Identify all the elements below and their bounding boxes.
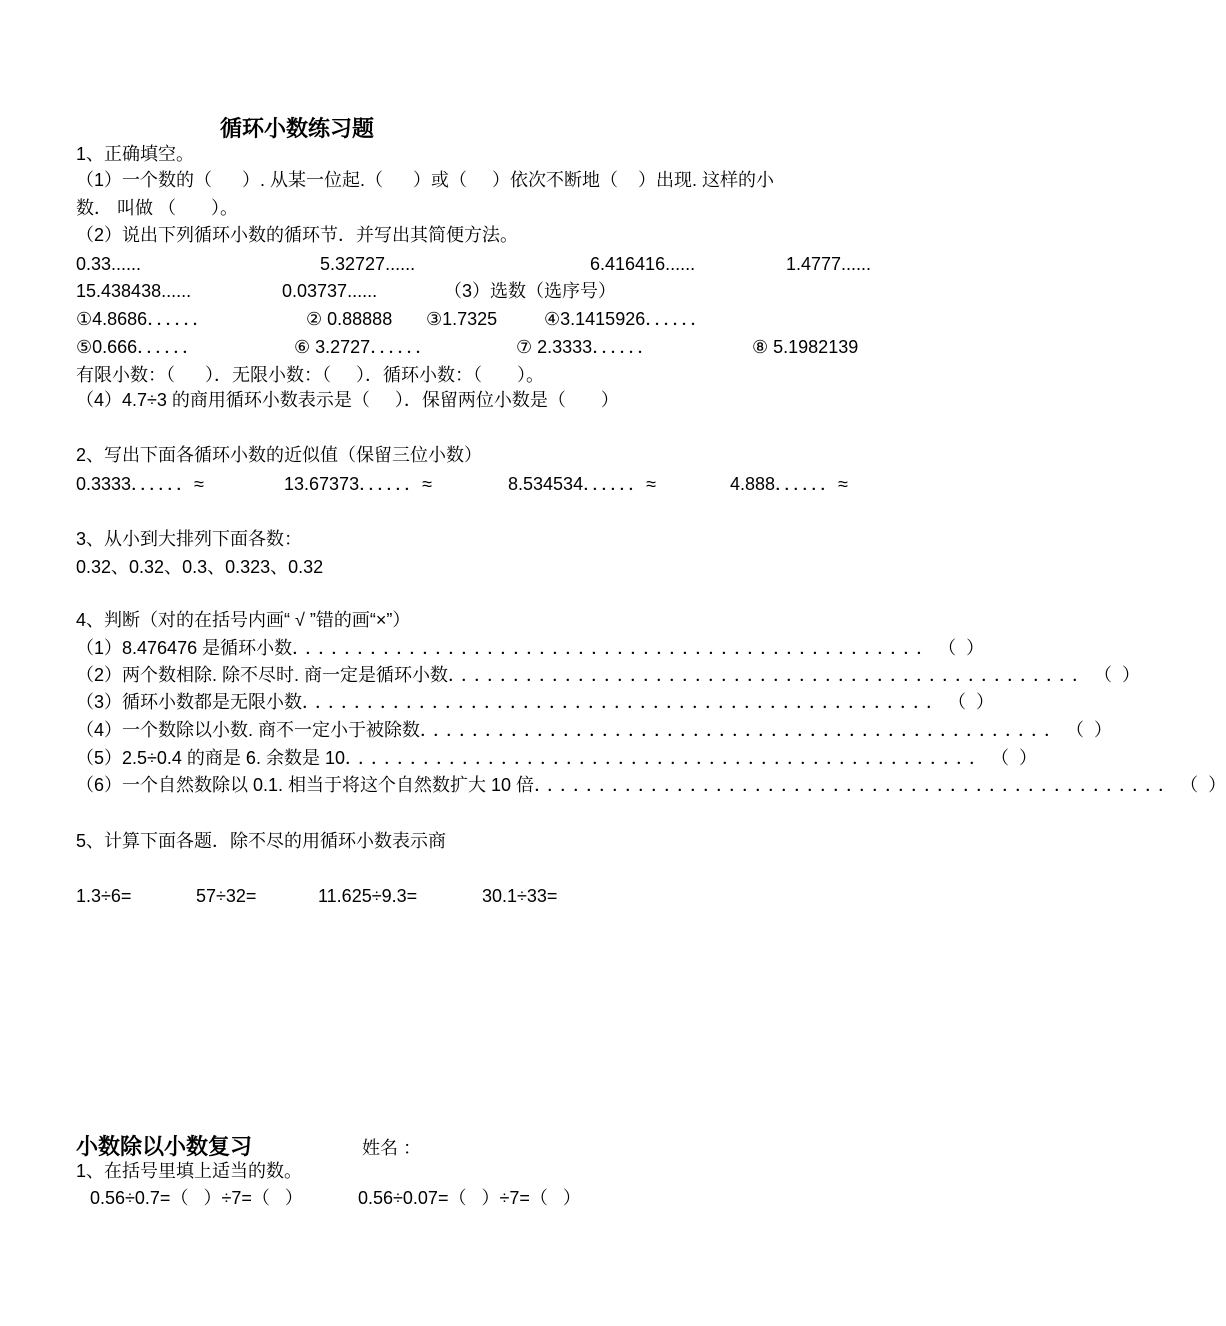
judge-item: （2）两个数相除. 除不尽时. 商一定是循环小数 ．．．．．．．．．．．．．．．．．．．．．．．．．．．．．．．．．．．．．．．．．．．．．．．．． （ ） — [76, 665, 1141, 685]
decimal-item: 1.4777...... — [786, 254, 872, 274]
approx-item: 8.534534．．．．．．≈ — [508, 474, 656, 494]
judge-item: （5）2.5÷0.4 的商是 6. 余数是 10 ．．．．．．．．．．．．．．．．．．．．．．．．．．．．．．．．．．．．．．．．．．．．．．．．． （ ） — [76, 748, 1037, 768]
choice-item: ⑧ 5.1982139 — [752, 337, 859, 357]
answer-parens[interactable]: （ ） — [948, 692, 995, 712]
choice-item: ④3.1415926．．．．．． — [544, 309, 709, 329]
judge-text: （6）一个自然数除以 0.1. 相当于将这个自然数扩大 10 倍 — [76, 775, 535, 795]
judge-item: （3）循环小数都是无限小数 ．．．．．．．．．．．．．．．．．．．．．．．．．．．．．．．．．．．．．．．．．．．．．．．．． （ ） — [76, 692, 995, 712]
fill-item: 0.56÷0.07=（ ）÷7=（ ） — [358, 1188, 581, 1208]
answer-parens[interactable]: （ ） — [938, 638, 985, 658]
q1-classify: 有限小数：（ ）．无限小数：（ ）．循环小数：（ ）。 — [76, 365, 545, 385]
q1-part1-line1: （1）一个数的（ ）. 从某一位起.（ ）或（ ）依次不断地（ ）出现. 这样的小 — [76, 170, 775, 190]
judge-text: （1）8.476476 是循环小数 — [76, 638, 293, 658]
calc-problem: 1.3÷6= — [76, 886, 132, 906]
q1-part3: （3）选数（选序号） — [444, 281, 617, 301]
approx-item: 4.888．．．．．．≈ — [730, 474, 848, 494]
judge-text: （3）循环小数都是无限小数 — [76, 692, 303, 712]
answer-parens[interactable]: （ ） — [990, 748, 1037, 768]
choice-item: ⑤0.666．．．．．． — [76, 337, 201, 357]
q3-numbers: 0.32、0.32、0.3、0.323、0.32 — [76, 557, 324, 577]
fill-item: 0.56÷0.7=（ ）÷7=（ ） — [90, 1188, 303, 1208]
calc-problem: 11.625÷9.3= — [318, 886, 418, 906]
choice-item: ② 0.88888 — [306, 309, 393, 329]
name-label: 姓名 ： — [362, 1138, 422, 1158]
decimal-item: 15.438438...... — [76, 281, 192, 301]
judge-text: （5）2.5÷0.4 的商是 6. 余数是 10 — [76, 748, 345, 768]
q2-heading: 2、写出下面各循环小数的近似值（保留三位小数） — [76, 445, 483, 465]
choice-item: ③1.7325 — [426, 309, 498, 329]
q1-heading: 1、正确填空。 — [76, 144, 195, 164]
answer-parens[interactable]: （ ） — [1180, 775, 1226, 795]
decimal-item: 0.03737...... — [282, 281, 378, 301]
decimal-item: 0.33...... — [76, 254, 142, 274]
judge-item: （1）8.476476 是循环小数 ．．．．．．．．．．．．．．．．．．．．．．．．．．．．．．．．．．．．．．．．．．．．．．．．． （ ） — [76, 638, 985, 658]
decimal-item: 5.32727...... — [320, 254, 416, 274]
q3-heading: 3、从小到大排列下面各数： — [76, 529, 303, 549]
judge-item: （6）一个自然数除以 0.1. 相当于将这个自然数扩大 10 倍 ．．．．．．．．．．．．．．．．．．．．．．．．．．．．．．．．．．．．．．．．．．．．．．．．． （ ） — [76, 775, 1226, 795]
section2-title: 小数除以小数复习 — [76, 1134, 253, 1160]
q4-heading: 4、判断（对的在括号内画“ √ ”错的画“×”） — [76, 610, 411, 630]
calc-problem: 57÷32= — [196, 886, 257, 906]
q5-heading: 5、计算下面各题．除不尽的用循环小数表示商 — [76, 831, 447, 851]
q1-part1-line2: 数． 叫做 （ ）。 — [76, 198, 239, 218]
answer-parens[interactable]: （ ） — [1094, 665, 1141, 685]
judge-item: （4）一个数除以小数. 商不一定小于被除数 ．．．．．．．．．．．．．．．．．．．．．．．．．．．．．．．．．．．．．．．．．．．．．．．．． （ ） — [76, 720, 1113, 740]
choice-item: ①4.8686．．．．．． — [76, 309, 211, 329]
judge-text: （4）一个数除以小数. 商不一定小于被除数 — [76, 720, 421, 740]
calc-problem: 30.1÷33= — [482, 886, 558, 906]
section2-q1-heading: 1、在括号里填上适当的数。 — [76, 1161, 303, 1181]
q1-part4: （4）4.7÷3 的商用循环小数表示是（ ）．保留两位小数是（ ） — [76, 390, 619, 410]
judge-text: （2）两个数相除. 除不尽时. 商一定是循环小数 — [76, 665, 449, 685]
page-title: 循环小数练习题 — [220, 116, 375, 142]
choice-item: ⑦ 2.3333．．．．．． — [516, 337, 656, 357]
approx-item: 13.67373．．．．．．≈ — [284, 474, 432, 494]
choice-item: ⑥ 3.2727．．．．．． — [294, 337, 434, 357]
answer-parens[interactable]: （ ） — [1066, 720, 1113, 740]
decimal-item: 6.416416...... — [590, 254, 696, 274]
approx-item: 0.3333．．．．．．≈ — [76, 474, 204, 494]
q1-part2: （2）说出下列循环小数的循环节．并写出其简便方法。 — [76, 225, 519, 245]
